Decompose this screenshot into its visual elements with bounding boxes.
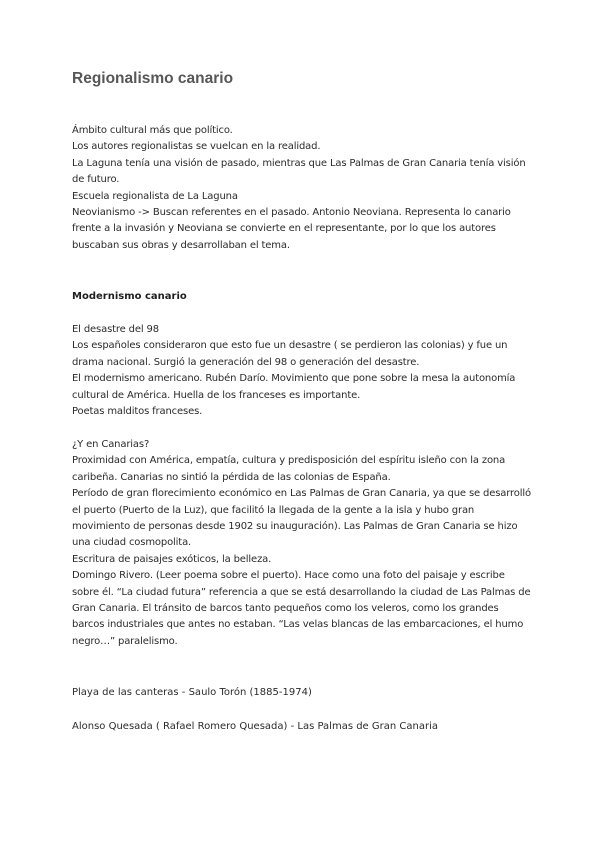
paragraph: Ámbito cultural más que político. (72, 125, 233, 136)
paragraph: Período de gran florecimiento económico en Las Palmas de Gran Canaria, ya que se desarrolló el puerto (Puerto de la Luz), que facilitó la llegada de la gente a la isla y hubo gran movimiento de personas desde 1902 su inauguración). Las Palmas de Gran Canaria se hizo una ciudad cosmopolita. (72, 488, 531, 549)
paragraph: El modernismo americano. Rubén Darío. Movimiento que pone sobre la mesa la autonomía cultural de América. Huella de los franceses es importante. (72, 373, 516, 401)
section-title: Modernismo canario (72, 291, 187, 302)
paragraph: Escritura de paisajes exóticos, la belleza. (72, 553, 272, 565)
paragraph: El desastre del 98 (72, 324, 159, 335)
paragraph: ¿Y en Canarias? (72, 439, 150, 450)
paragraph: La Laguna tenía una visión de pasado, mientras que Las Palmas de Gran Canaria tenía visión de futuro. (72, 157, 526, 186)
poem-reference: Playa de las canteras - Saulo Torón (1885-1974) (72, 687, 312, 698)
section-2-block (72, 437, 532, 650)
intro-block (72, 123, 532, 254)
paragraph: Escuela regionalista de La Laguna (72, 190, 238, 202)
paragraph: Domingo Rivero. (Leer poema sobre el puerto). Hace como una foto del paisaje y escribe sobre él. “La ciudad futura” referencia a que se está desarrollando la ciudad de Las Palmas de Gran Canaria. El tránsito de barcos tanto pequeños como los veleros, como los grandes barcos industriales que antes no estaban. “Las velas blancas de las embarcaciones, el humo negro…” paralelismo. (72, 570, 531, 647)
paragraph: Neovianismo -> Buscan referentes en el pasado. Antonio Neoviana. Representa lo canario frente a la invasión y Neoviana se convierte en el representante, por lo que los autores buscaban sus obras y desarrollaban el tema. (72, 207, 511, 251)
page-title: Regionalismo canario (72, 70, 234, 87)
section-1-block (72, 322, 532, 420)
paragraph: Poetas malditos franceses. (72, 406, 203, 418)
paragraph: Proximidad con América, empatía, cultura y predisposición del espíritu isleño con la zona caribeña. Canarias no sintió la pérdida de las colonias de España. (72, 455, 506, 483)
paragraph: Los españoles consideraron que esto fue un desastre ( se perdieron las colonias) y fue un drama nacional. Surgió la generación del 98 o generación del desastre. (72, 340, 508, 368)
poem-reference: Alonso Quesada ( Rafael Romero Quesada) - Las Palmas de Gran Canaria (72, 721, 438, 732)
paragraph: Los autores regionalistas se vuelcan en la realidad. (72, 141, 321, 153)
